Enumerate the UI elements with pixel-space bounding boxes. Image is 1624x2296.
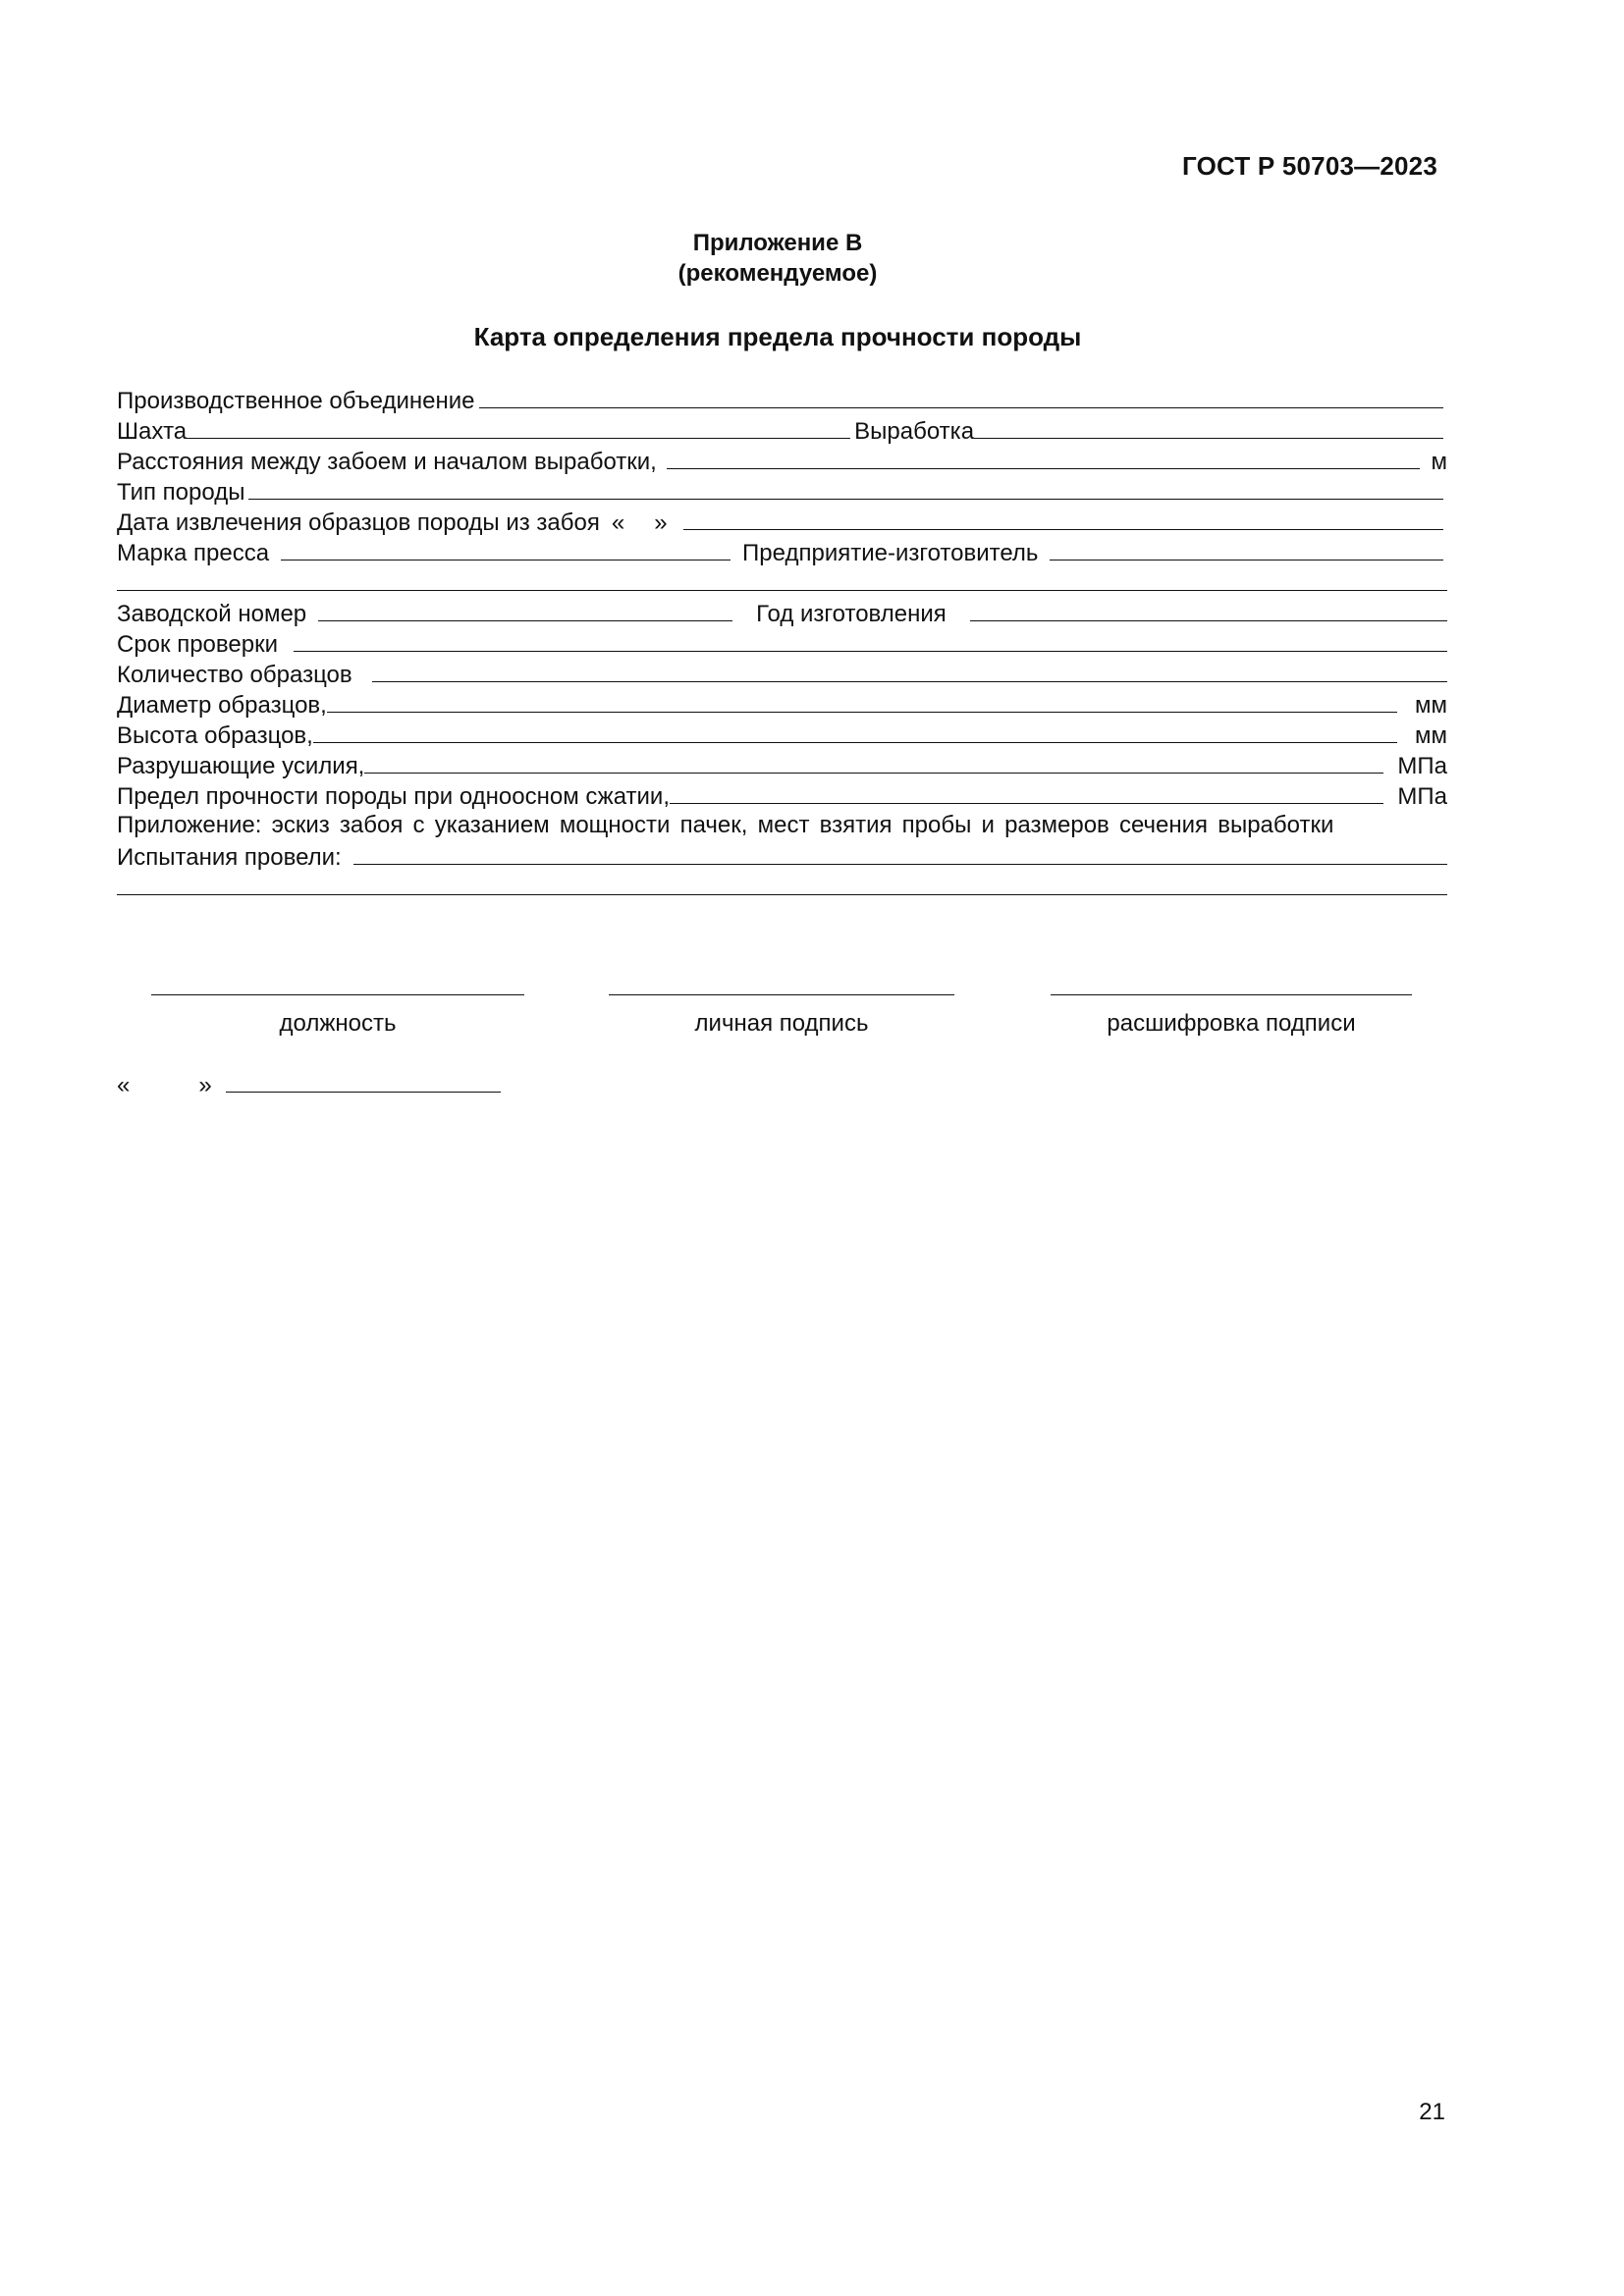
row-production-association xyxy=(117,386,1447,416)
extraction-date-label: Дата извлечения образцов породы из забоя xyxy=(117,509,600,536)
attachment-label: Приложение: эскиз забоя с указанием мощности пачек, мест взятия пробы и размеров сечения выработки xyxy=(117,812,1334,838)
rock-type-label: Тип породы xyxy=(117,479,245,506)
sample-diameter-field[interactable] xyxy=(327,690,1397,713)
row-tested-by-continued xyxy=(117,873,1447,903)
production-association-field[interactable] xyxy=(479,386,1444,408)
row-tested-by xyxy=(117,842,1447,873)
row-press xyxy=(117,538,1447,568)
breaking-force-field[interactable] xyxy=(364,751,1383,774)
row-sample-diameter xyxy=(117,690,1447,721)
row-distance xyxy=(117,447,1447,477)
serial-number-label: Заводской номер xyxy=(117,601,307,627)
row-attachment xyxy=(117,812,1447,842)
sample-diameter-unit: мм xyxy=(1415,692,1447,719)
working-field[interactable] xyxy=(974,416,1443,439)
extraction-date-field[interactable] xyxy=(683,507,1443,530)
sample-height-field[interactable] xyxy=(313,721,1397,743)
manufacturer-field-continued[interactable] xyxy=(117,568,1447,591)
personal-signature-line[interactable] xyxy=(609,994,954,995)
production-association-label: Производственное объединение xyxy=(117,388,475,414)
working-label: Выработка xyxy=(854,418,975,445)
breaking-force-unit: МПа xyxy=(1397,753,1447,779)
extraction-date-quote-close: » xyxy=(654,509,668,536)
signature-date xyxy=(117,1072,501,1099)
form-title: Карта определения предела прочности породы xyxy=(473,322,1082,351)
strength-limit-label: Предел прочности породы при одноосном сжатии, xyxy=(117,783,670,810)
press-brand-field[interactable] xyxy=(281,538,731,561)
row-rock-type xyxy=(117,477,1447,507)
mine-field[interactable] xyxy=(187,416,850,439)
distance-field[interactable] xyxy=(667,447,1420,469)
serial-number-field[interactable] xyxy=(318,599,732,621)
date-field[interactable] xyxy=(226,1072,501,1093)
distance-unit: м xyxy=(1431,449,1447,475)
row-serial-year xyxy=(117,599,1447,629)
document-id: ГОСТ Р 50703—2023 xyxy=(1182,151,1437,181)
year-made-label: Год изготовления xyxy=(756,601,947,627)
manufacturer-field[interactable] xyxy=(1050,538,1443,561)
press-brand-label: Марка пресса xyxy=(117,540,270,566)
strength-limit-field[interactable] xyxy=(670,781,1383,804)
breaking-force-label: Разрушающие усилия, xyxy=(117,753,365,779)
row-manufacturer-continued xyxy=(117,568,1447,599)
tested-by-label: Испытания провели: xyxy=(117,844,342,871)
check-date-label: Срок проверки xyxy=(117,631,278,658)
manufacturer-label: Предприятие-изготовитель xyxy=(742,540,1039,566)
date-quote-close: » xyxy=(198,1072,212,1098)
date-quote-open: « xyxy=(117,1072,131,1098)
signature-decoding-line[interactable] xyxy=(1051,994,1412,995)
row-sample-height xyxy=(117,721,1447,751)
check-date-field[interactable] xyxy=(294,629,1447,652)
tested-by-field[interactable] xyxy=(353,842,1447,865)
rock-type-field[interactable] xyxy=(248,477,1443,500)
strength-limit-unit: МПа xyxy=(1397,783,1447,810)
year-made-field[interactable] xyxy=(970,599,1447,621)
signature-decoding-caption: расшифровка подписи xyxy=(1107,1010,1356,1037)
sample-height-unit: мм xyxy=(1415,722,1447,749)
appendix-heading xyxy=(0,228,1555,289)
sample-count-field[interactable] xyxy=(372,660,1447,682)
sample-diameter-label: Диаметр образцов, xyxy=(117,692,327,719)
rock-strength-form xyxy=(117,386,1447,903)
row-strength-limit xyxy=(117,781,1447,812)
personal-signature-caption: личная подпись xyxy=(694,1010,869,1037)
row-mine-working xyxy=(117,416,1447,447)
row-breaking-force xyxy=(117,751,1447,781)
row-extraction-date xyxy=(117,507,1447,538)
tested-by-field-continued[interactable] xyxy=(117,873,1447,895)
mine-label: Шахта xyxy=(117,418,188,445)
distance-label: Расстояния между забоем и началом выработки, xyxy=(117,449,657,475)
position-caption: должность xyxy=(279,1010,397,1037)
row-check-date xyxy=(117,629,1447,660)
row-sample-count xyxy=(117,660,1447,690)
extraction-date-quote-open: « xyxy=(611,509,625,536)
sample-height-label: Высота образцов, xyxy=(117,722,313,749)
appendix-label: Приложение В xyxy=(692,230,863,256)
page-number: 21 xyxy=(1419,2099,1445,2125)
position-signature-line[interactable] xyxy=(151,994,524,995)
appendix-status: (рекомендуемое) xyxy=(677,260,878,287)
sample-count-label: Количество образцов xyxy=(117,662,352,688)
